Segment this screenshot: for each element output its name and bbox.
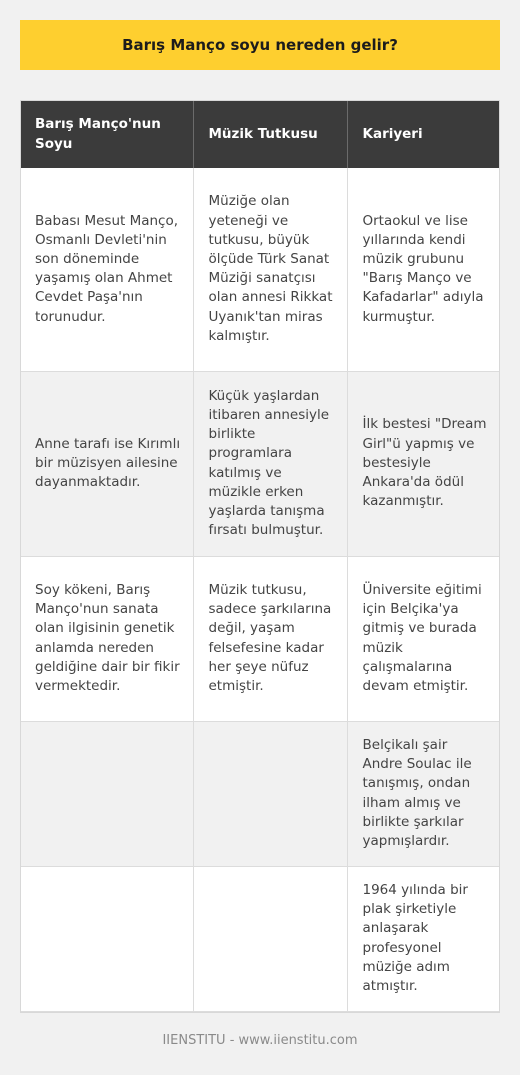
title-banner (20, 20, 500, 70)
table-cell: Müziğe olan yeteneği ve tutkusu, büyük ölçüde Türk Sanat Müziği sanatçısı olan annesi Rikkat Uyanık'tan miras kalmıştır. (193, 168, 347, 371)
table-cell: Müzik tutkusu, sadece şarkılarına değil, yaşam felsefesine kadar her şeye nüfuz etmiştir. (193, 556, 347, 721)
table-row (20, 866, 500, 1011)
header-music-passion: Müzik Tutkusu (193, 100, 347, 168)
table-row (20, 371, 500, 556)
table-cell: Soy kökeni, Barış Manço'nun sanata olan ilgisinin genetik anlamda nereden geldiğine dair bir fikir vermektedir. (20, 556, 193, 721)
table-row (20, 721, 500, 866)
table-header-row (20, 100, 500, 168)
table-cell: Belçikalı şair Andre Soulac ile tanışmış, ondan ilham almış ve birlikte şarkılar yapmışlardır. (347, 721, 500, 866)
table-cell: Üniversite eğitimi için Belçika'ya gitmiş ve burada müzik çalışmalarına devam etmiştir. (347, 556, 500, 721)
table-cell (20, 866, 193, 1011)
table-row (20, 168, 500, 371)
table-cell (193, 721, 347, 866)
header-lineage: Barış Manço'nun Soyu (20, 100, 193, 168)
page-title: Barış Manço soyu nereden gelir? (122, 36, 398, 54)
table-cell: 1964 yılında bir plak şirketiyle anlaşarak profesyonel müziğe adım atmıştır. (347, 866, 500, 1011)
info-table (20, 100, 500, 1012)
footer-credit: IIENSTITU - www.iienstitu.com (162, 1033, 358, 1048)
table-cell: Küçük yaşlardan itibaren annesiyle birlikte programlara katılmış ve müzikle erken yaşlarda tanışma fırsatı bulmuştur. (193, 371, 347, 556)
table-cell: İlk bestesi "Dream Girl"ü yapmış ve bestesiyle Ankara'da ödül kazanmıştır. (347, 371, 500, 556)
table-cell: Anne tarafı ise Kırımlı bir müzisyen ailesine dayanmaktadır. (20, 371, 193, 556)
header-career: Kariyeri (347, 100, 500, 168)
table-cell: Ortaokul ve lise yıllarında kendi müzik grubunu "Barış Manço ve Kafadarlar" adıyla kurmuştur. (347, 168, 500, 371)
table-cell: Babası Mesut Manço, Osmanlı Devleti'nin son döneminde yaşamış olan Ahmet Cevdet Paşa'nın torunudur. (20, 168, 193, 371)
table-row (20, 556, 500, 721)
table-cell (20, 721, 193, 866)
table-cell (193, 866, 347, 1011)
